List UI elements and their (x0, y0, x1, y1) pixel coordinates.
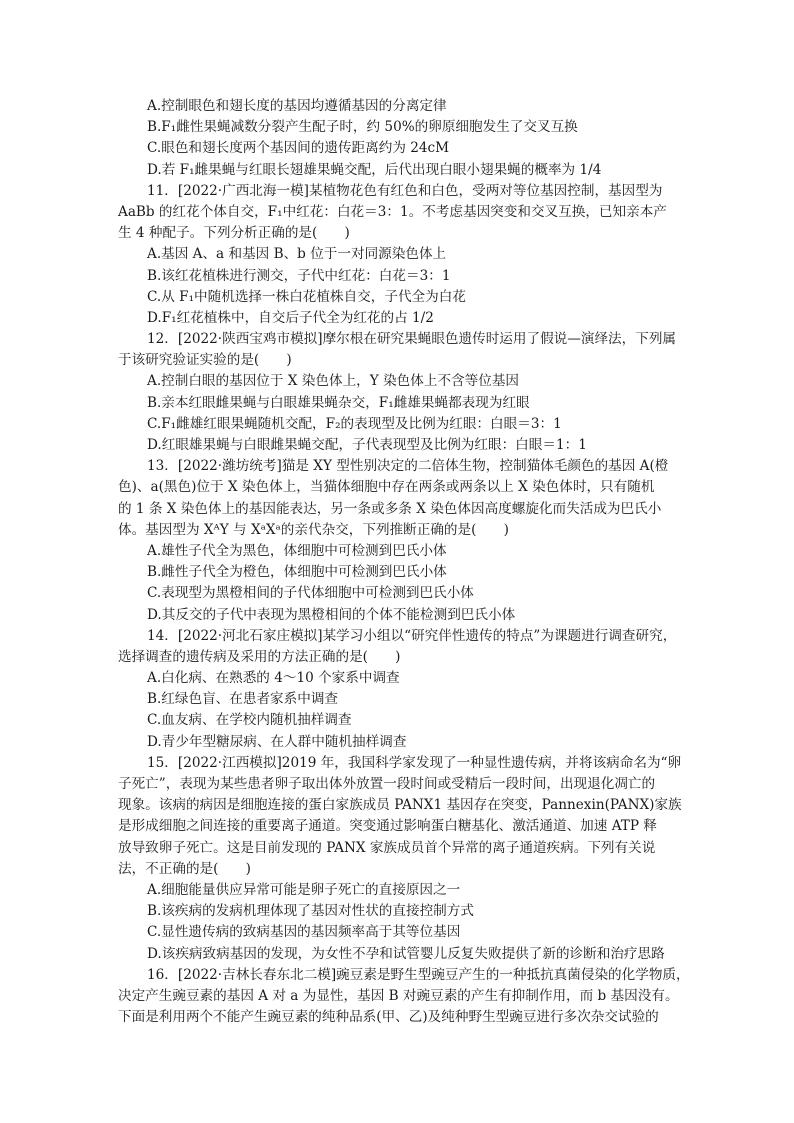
text-line: A.控制眼色和翅长度的基因均遵循基因的分离定律 (147, 98, 447, 114)
text-line: 14．[2022·河北石家庄模拟]某学习小组以“研究伴性遗传的特点”为课题进行调查研究， (147, 627, 677, 644)
text-line: 16．[2022·吉林长春东北二模]豌豆素是野生型豌豆产生的一种抵抗真菌侵染的化学物质， (147, 966, 690, 983)
text-line: 色)、a(黑色)位于 X 染色体上，当猫体细胞中存在两条或两条以上 X 染色体时，只有随机 (118, 479, 655, 496)
text-line: C.F₁雌雄红眼果蝇随机交配，F₂的表现型及比例为红眼：白眼＝3：1 (147, 415, 562, 432)
text-line: 12．[2022·陕西宝鸡市模拟]摩尔根在研究果蝇眼色遗传时运用了假说—演绎法，下列属 (147, 331, 677, 348)
text-line: A.细胞能量供应异常可能是卵子死亡的直接原因之一 (147, 881, 461, 898)
text-line: D.该疾病致病基因的发现，为女性不孕和试管婴儿反复失败提供了新的诊断和治疗思路 (147, 945, 665, 962)
text-line: B.该红花植株进行测交，子代中红花：白花＝3：1 (147, 267, 451, 284)
text-line: 法，不正确的是( ) (118, 860, 251, 877)
text-line: D.红眼雄果蝇与白眼雌果蝇交配，子代表现型及比例为红眼：白眼＝1：1 (147, 437, 587, 453)
text-line: 13．[2022·潍坊统考]猫是 XY 型性别决定的二倍体生物，控制猫体毛颜色的基因 A(橙 (147, 458, 669, 475)
text-line: A.雄性子代全为黑色，体细胞中可检测到巴氏小体 (147, 542, 447, 559)
text-line: 体。基因型为 XᴬY 与 XᵃXᵃ的亲代杂交，下列推断正确的是( ) (118, 521, 509, 538)
text-line: B.雌性子代全为橙色，体细胞中可检测到巴氏小体 (147, 564, 447, 581)
text-line: B.红绿色盲、在患者家系中调查 (147, 691, 339, 708)
question-text-block (118, 96, 690, 1028)
text-line: D.其反交的子代中表现为黑橙相间的个体不能检测到巴氏小体 (147, 606, 516, 623)
text-line: A.白化病、在熟悉的 4～10 个家系中调查 (147, 670, 400, 687)
text-line: C.眼色和翅长度两个基因间的遗传距离约为 24cM (147, 140, 450, 157)
text-line: C.血友病、在学校内随机抽样调查 (147, 712, 352, 729)
text-line: 生 4 种配子。下列分析正确的是( ) (118, 225, 350, 242)
text-line: C.表现型为黑橙相间的子代体细胞中可检测到巴氏小体 (147, 585, 474, 602)
text-line: A.控制白眼的基因位于 X 染色体上，Y 染色体上不含等位基因 (147, 373, 520, 390)
text-line: 是形成细胞之间连接的重要离子通道。突变通过影响蛋白糖基化、激活通道、加速 ATP 释 (118, 818, 657, 835)
text-line: 15．[2022·江西模拟]2019 年，我国科学家发现了一种显性遗传病，并将该病命名为“卵 (147, 754, 682, 771)
text-line: 决定产生豌豆素的基因 A 对 a 为显性，基因 B 对豌豆素的产生有抑制作用，而 b 基因没有。 (118, 987, 679, 1004)
text-line: A.基因 A、a 和基因 B、b 位于一对同源染色体上 (147, 246, 447, 263)
text-line: B.该疾病的发病机理体现了基因对性状的直接控制方式 (147, 903, 474, 920)
text-line: B.F₁雌性果蝇减数分裂产生配子时，约 50%的卵原细胞发生了交叉互换 (147, 119, 578, 136)
text-line: 现象。该病的病因是细胞连接的蛋白家族成员 PANX1 基因存在突变，Pannexin(PANX)家族 (118, 797, 682, 814)
text-line: D.青少年型糖尿病、在人群中随机抽样调查 (147, 733, 407, 750)
text-line: 子死亡”，表现为某些患者卵子取出体外放置一段时间或受精后一段时间，出现退化凋亡的 (118, 776, 656, 792)
text-line: C.显性遗传病的致病基因的基因频率高于其等位基因 (147, 924, 461, 941)
text-line: D.F₁红花植株中，自交后子代全为红花的占 1/2 (147, 309, 434, 326)
text-line: 的 1 条 X 染色体上的基因能表达，另一条或多条 X 染色体因高度螺旋化而失活成为巴氏小 (118, 500, 662, 517)
text-line: D.若 F₁雌果蝇与红眼长翅雄果蝇交配，后代出现白眼小翅果蝇的概率为 1/4 (147, 161, 602, 178)
text-line: 于该研究验证实验的是( ) (118, 352, 292, 369)
text-line: AaBb 的红花个体自交，F₁中红花：白花＝3：1。不考虑基因突变和交叉互换，已知亲本产 (118, 203, 667, 220)
text-line: 下面是利用两个不能产生豌豆素的纯种品系(甲、乙)及纯种野生型豌豆进行多次杂交试验的 (118, 1009, 659, 1026)
text-line: B.亲本红眼雌果蝇与白眼雄果蝇杂交，F₁雌雄果蝇都表现为红眼 (147, 394, 530, 411)
text-line: 放导致卵子死亡。这是目前发现的 PANX 家族成员首个异常的离子通道疾病。下列有关说 (118, 839, 656, 856)
text-line: 11．[2022·广西北海一模]某植物花色有红色和白色，受两对等位基因控制，基因型为 (147, 182, 663, 199)
text-line: C.从 F₁中随机选择一株白花植株自交，子代全为白花 (147, 288, 466, 305)
text-line: 选择调查的遗传病及采用的方法正确的是( ) (118, 648, 401, 665)
